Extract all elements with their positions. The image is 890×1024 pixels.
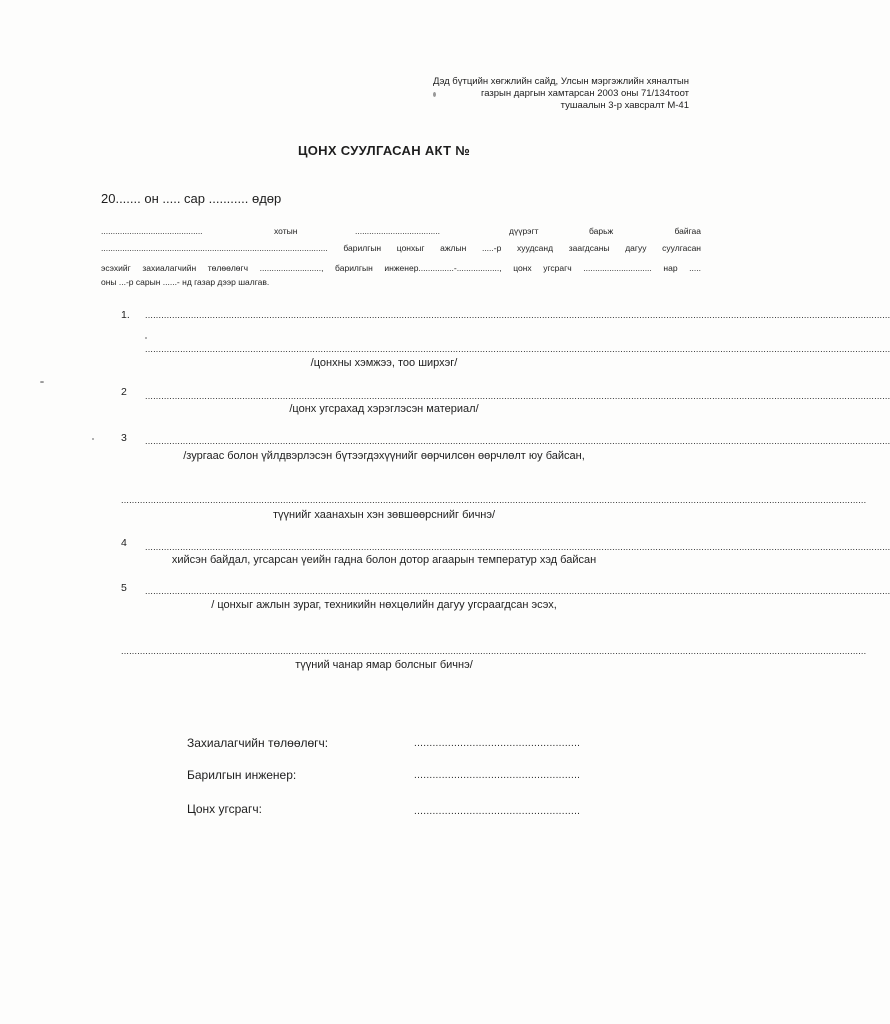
item-fill-line: .................................................................................................................................................................................................................................................................................... xyxy=(145,586,890,596)
header-line-2: газрын даргын хамтарсан 2003 оны 71/134тоот xyxy=(480,88,689,99)
scan-speck xyxy=(145,337,147,339)
item-fill-line: .................................................................................................................................................................................................................................................................................... xyxy=(121,646,867,656)
intro-line-2: ................................................................................................ барилгын цонхыг ажлын .....-р хуудсанд заагдсаны дагуу суулгасан xyxy=(101,243,701,253)
item-number: 5 xyxy=(121,582,127,594)
item-caption: /зургаас болон үйлдвэрлэсэн бүтээгдэхүүнийг өөрчилсөн өөрчлөлт юу байсан, xyxy=(183,450,585,462)
intro-word-city: хотын xyxy=(274,226,298,236)
item-caption: хийсэн байдал, угсарсан үеийн гадна болон дотор агаарын температур хэд байсан xyxy=(171,554,597,566)
item-caption-2: түүнийг хаанахын хэн зөвшөөрснийг бичнэ/ xyxy=(272,509,496,521)
item-caption: / цонхыг ажлын зураг, техникийн нөхцөлийн дагуу угсраагдсан эсэх, xyxy=(211,599,557,611)
signature-label-client: Захиалагчийн төлөөлөгч: xyxy=(187,736,329,750)
item-fill-line: .................................................................................................................................................................................................................................................................................... xyxy=(145,391,890,401)
signature-line-engineer: ...................................................... xyxy=(414,770,581,781)
intro-word-building: барьж xyxy=(589,226,614,236)
signature-line-client: ...................................................... xyxy=(414,738,581,749)
item-fill-line: .................................................................................................................................................................................................................................................................................... xyxy=(145,310,890,320)
item-caption: /цонх угсрахад хэрэглэсэн материал/ xyxy=(289,403,479,415)
intro-dots-a: ........................................... xyxy=(101,226,203,236)
item-caption: /цонхны хэмжээ, тоо ширхэг/ xyxy=(310,357,458,369)
item-fill-line: .................................................................................................................................................................................................................................................................................... xyxy=(145,344,890,354)
item-number: 2 xyxy=(121,386,127,398)
item-caption-2: түүний чанар ямар болсныг бичнэ/ xyxy=(295,659,473,671)
scan-speck xyxy=(92,438,94,440)
document-title: ЦОНХ СУУЛГАСАН АКТ № xyxy=(297,143,471,158)
item-fill-line: .................................................................................................................................................................................................................................................................................... xyxy=(145,436,890,446)
intro-word-being: байгаа xyxy=(674,226,701,236)
date-line: 20....... он ..... сар ........... өдөр xyxy=(101,191,282,206)
header-line-3: тушаалын 3-р хавсралт М-41 xyxy=(560,100,689,111)
intro-word-district: дүүрэгт xyxy=(509,226,539,236)
signature-label-installer: Цонх угсрагч: xyxy=(187,802,262,816)
item-fill-line: .................................................................................................................................................................................................................................................................................... xyxy=(145,542,890,552)
signature-label-engineer: Барилгын инженер: xyxy=(187,768,297,782)
scan-speck xyxy=(40,381,44,383)
item-number: 3 xyxy=(121,432,127,444)
item-number: 4 xyxy=(121,537,127,549)
intro-line-4: оны ...-р сарын ......- нд газар дээр шалгав. xyxy=(101,277,270,287)
header-line-1: Дэд бүтцийн хөгжлийн сайд, Улсын мэргэжлийн хяналтын xyxy=(433,76,689,87)
intro-line-3: эсэхийг захиалагчийн төлөөлөгч .........................., барилгын инженер...............-.................., цонх угсрагч ............................. нар ..... xyxy=(101,263,701,273)
signature-line-installer: ...................................................... xyxy=(414,806,581,817)
intro-dots-b: .................................... xyxy=(355,226,441,236)
scan-speck xyxy=(433,92,436,97)
intro-line-1 xyxy=(101,226,701,238)
item-number: 1. xyxy=(121,309,130,321)
item-fill-line: .................................................................................................................................................................................................................................................................................... xyxy=(121,495,867,505)
